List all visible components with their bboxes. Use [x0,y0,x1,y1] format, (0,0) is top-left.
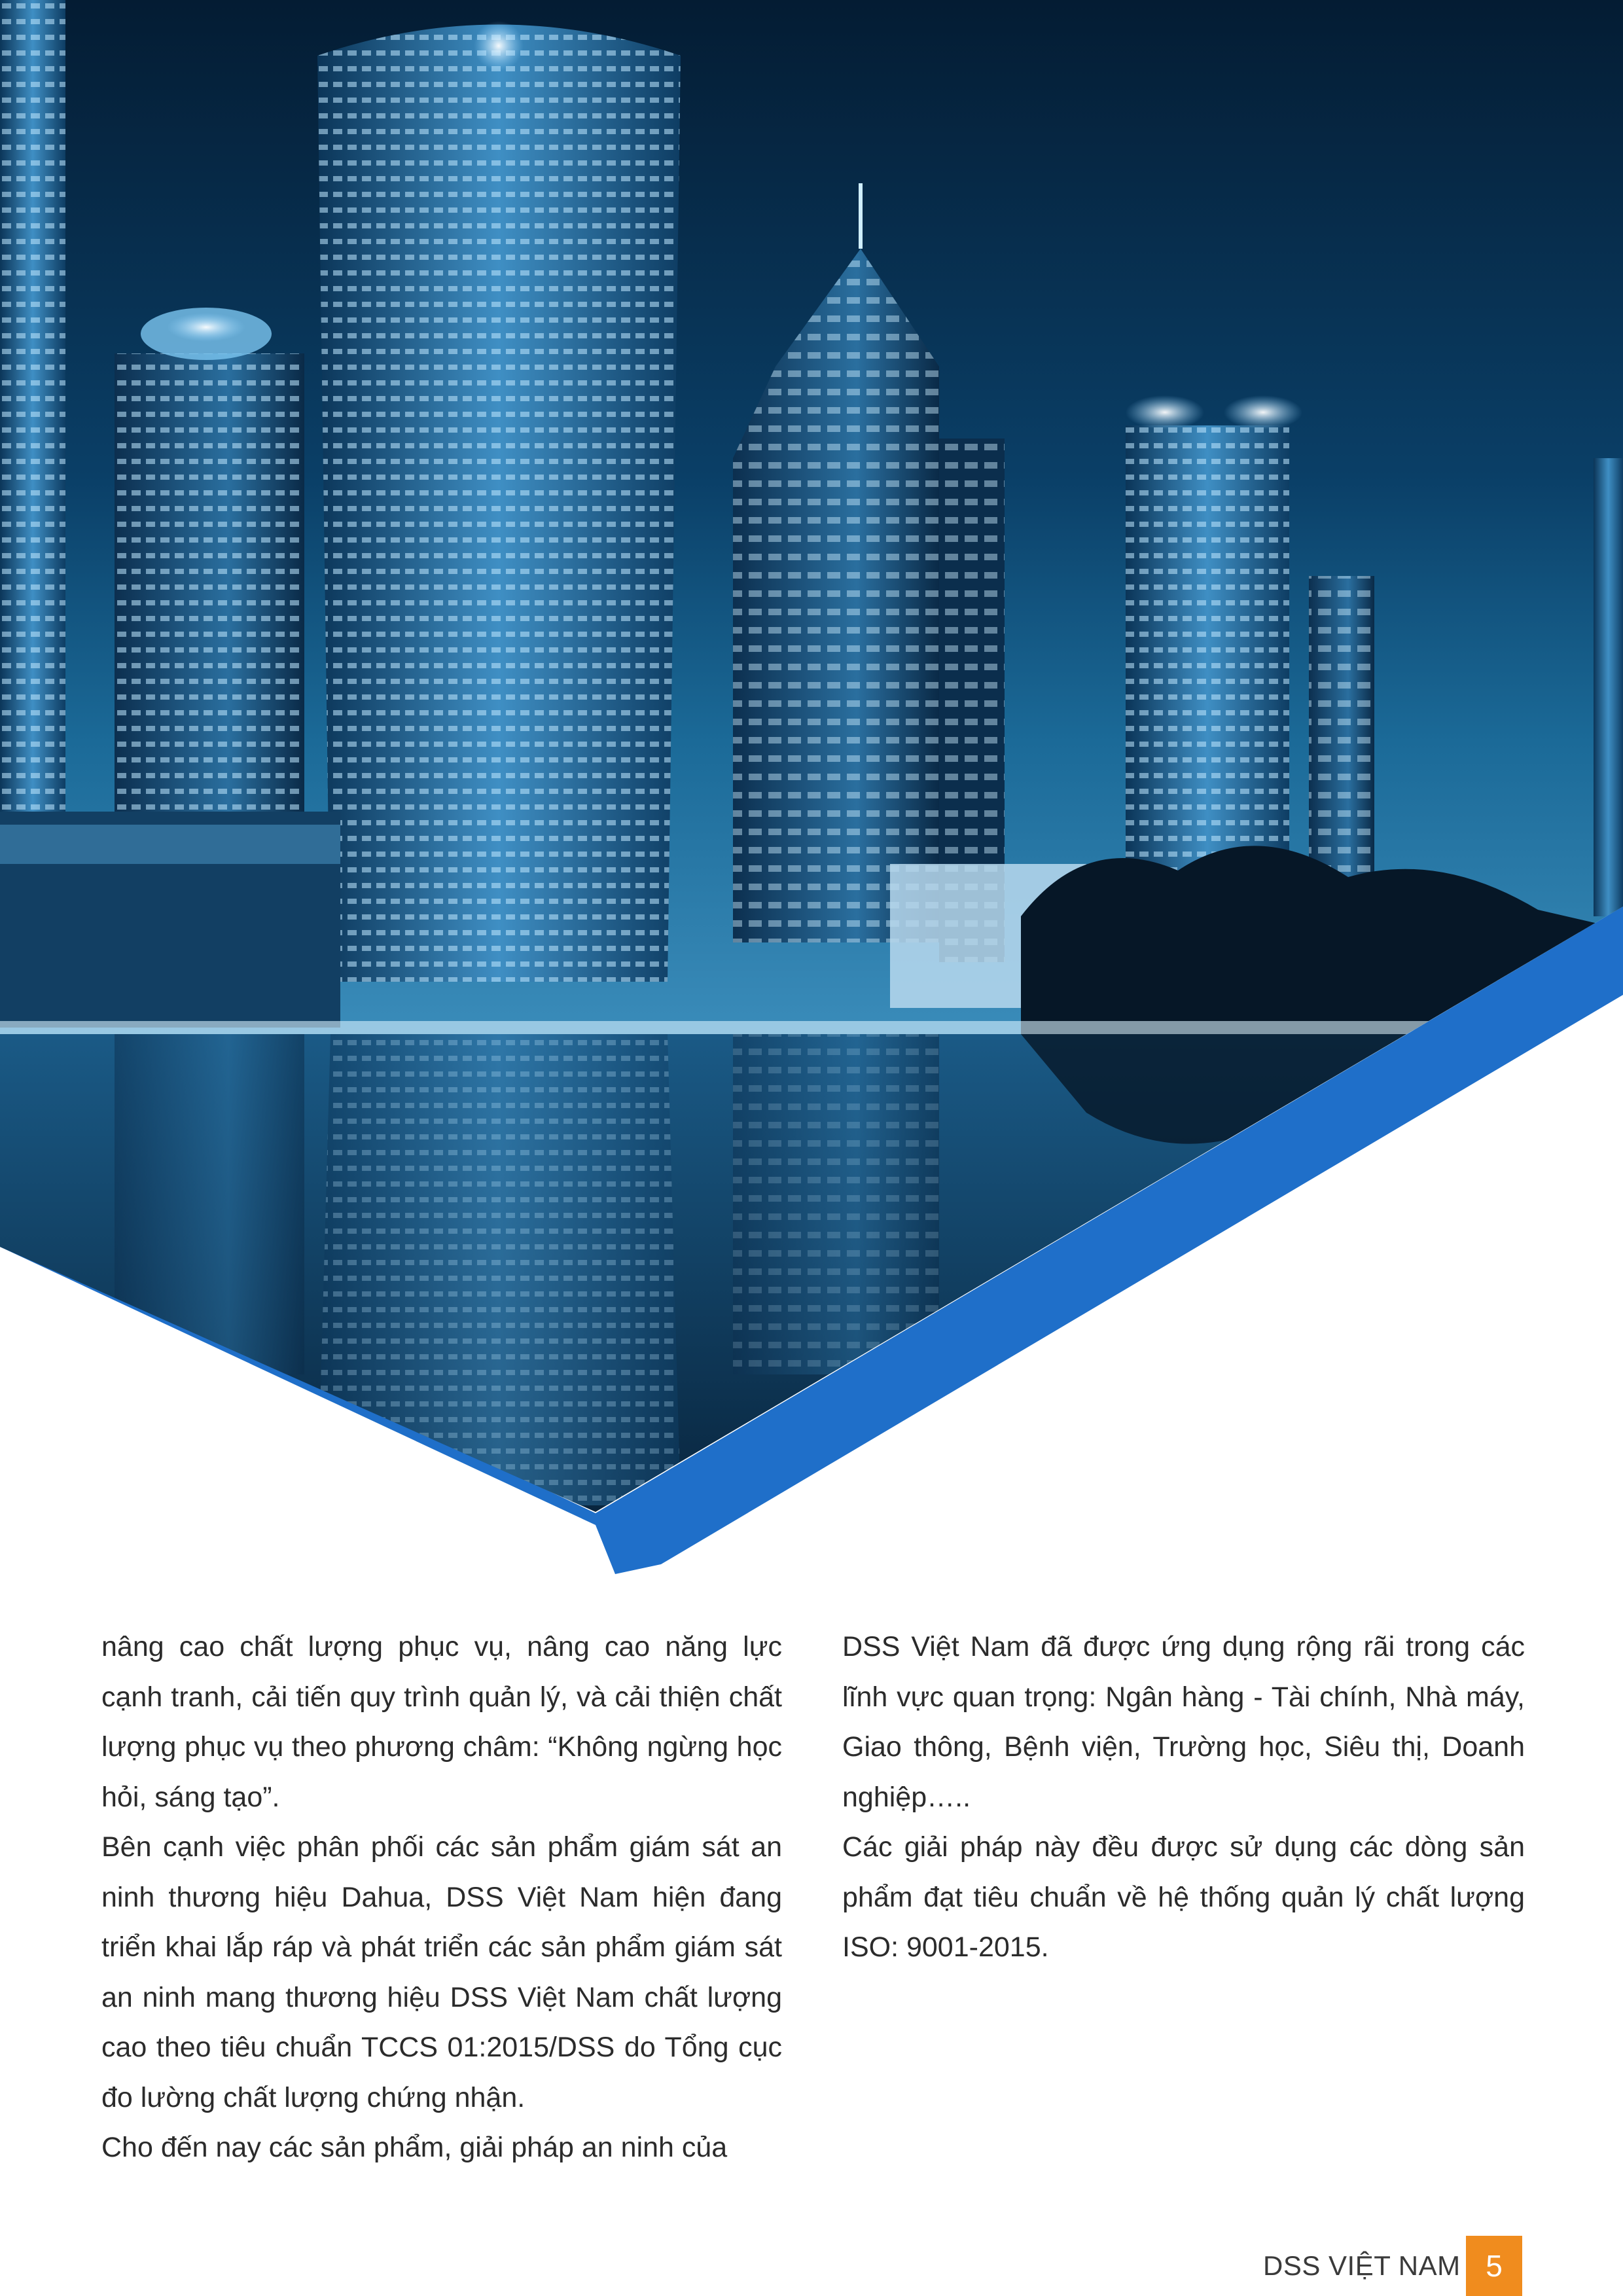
page-number-badge: 5 [1466,2236,1522,2296]
body-column-left [101,1622,782,2173]
paragraph: Cho đến nay các sản phẩm, giải pháp an ninh của [101,2132,728,2163]
paragraph: Các giải pháp này đều được sử dụng các dòng sản phẩm đạt tiêu chuẩn về hệ thống quản lý chất lượng ISO: 9001-2015. [842,1831,1525,1963]
body-column-right [842,1622,1525,1973]
paragraph: DSS Việt Nam đã được ứng dụng rộng rãi trong các lĩnh vực quan trọng: Ngân hàng - Tài chính, Nhà máy, Giao thông, Bệnh viện, Trường học, Siêu thị, Doanh nghiệp….. [842,1631,1525,1813]
footer-brand-name: DSS VIỆT NAM [1263,2250,1461,2281]
paragraph: nâng cao chất lượng phục vụ, nâng cao năng lực cạnh tranh, cải tiến quy trình quản lý, và cải thiện chất lượng phục vụ theo phương châm: “Không ngừng học hỏi, sáng tạo”. [101,1631,782,1813]
paragraph: Bên cạnh việc phân phối các sản phẩm giám sát an ninh thương hiệu Dahua, DSS Việt Nam hiện đang triển khai lắp ráp và phát triển các sản phẩm giám sát an ninh mang thương hiệu DSS Việt Nam chất lượng cao theo tiêu chuẩn TCCS 01:2015/DSS do Tổng cục đo lường chất lượng chứng nhận. [101,1831,782,2113]
